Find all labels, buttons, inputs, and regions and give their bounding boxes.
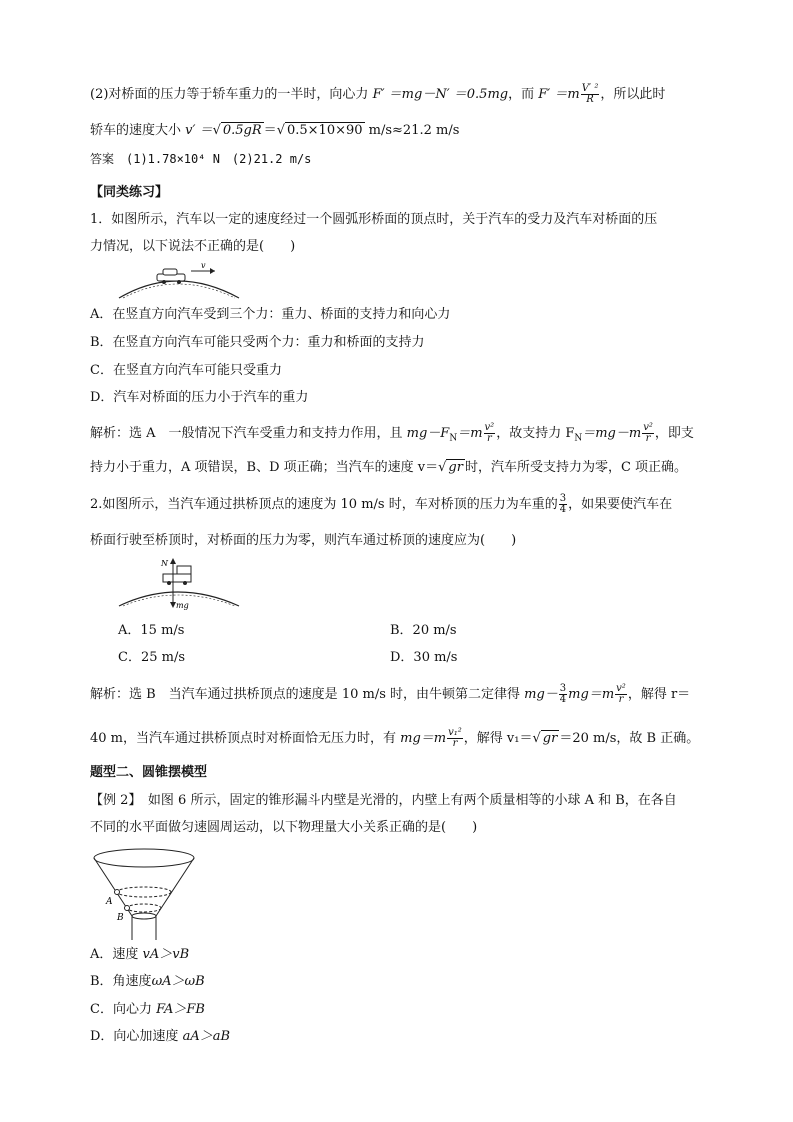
ball-a-label: A bbox=[106, 897, 113, 907]
q1-analysis-2: 持力小于重力，A 项错误，B、D 项正确；当汽车的速度 v＝√ gr 时，汽车所受支持力为零，C 项正确。 bbox=[90, 460, 688, 475]
normal-force-label: N bbox=[161, 559, 168, 568]
example-2-option-d: D．向心加速度 aA＞aB bbox=[90, 1029, 231, 1044]
truck-body bbox=[163, 574, 191, 582]
example-2-option-c: C．向心力 FA＞FB bbox=[90, 1002, 205, 1017]
q2-option-c: C．25 m/s bbox=[118, 650, 185, 665]
q2-option-a: A．15 m/s bbox=[118, 623, 185, 638]
funnel-figure bbox=[88, 846, 198, 944]
funnel-rim bbox=[94, 849, 194, 867]
practice-header: 【同类练习】 bbox=[90, 185, 169, 200]
text: 轿车的速度大小 bbox=[90, 123, 186, 138]
bridge-car-figure bbox=[115, 258, 245, 300]
answer-line: 答案 (1)1.78×10⁴ N (2)21.2 m/s bbox=[90, 152, 312, 166]
orbit-b bbox=[127, 904, 161, 912]
fraction: $\frac{\text{V′ ²}}{R}$ bbox=[581, 83, 599, 105]
formula: F′ ＝mg－N′ ＝0.5mg bbox=[372, 87, 509, 102]
sqrt-expr: 0.5gR bbox=[222, 123, 262, 138]
example-2-stem-2: 不同的水平面做匀速圆周运动，以下物理量大小关系正确的是( ) bbox=[90, 820, 478, 835]
ball-b bbox=[125, 906, 130, 911]
example-2-option-a: A．速度 vA＞vB bbox=[90, 947, 190, 962]
formula: F′ ＝m bbox=[538, 87, 580, 102]
fraction: $\frac{3}{4}$ bbox=[559, 683, 567, 705]
velocity-label: v bbox=[201, 261, 206, 270]
formula: v′ ＝ bbox=[185, 123, 213, 138]
q1-option-b: B．在竖直方向汽车可能只受两个力：重力和桥面的支持力 bbox=[90, 335, 425, 350]
text: (2)对桥面的压力等于轿车重力的一半时，向心力 bbox=[90, 87, 373, 102]
q2-option-b: B．20 m/s bbox=[390, 623, 457, 638]
q2-option-d: D．30 m/s bbox=[390, 650, 458, 665]
q1-option-a: A．在竖直方向汽车受到三个力：重力、桥面的支持力和向心力 bbox=[90, 307, 451, 322]
section-2-title: 题型二、圆锥摆模型 bbox=[90, 765, 208, 780]
text: ＝ bbox=[263, 123, 277, 138]
orbit-a bbox=[117, 887, 171, 897]
q2-stem-1: 2.如图所示，当汽车通过拱桥顶点的速度为 10 m/s 时，车对桥顶的压力为车重的 $\frac{3}{4}$ ，如果要使汽车在 bbox=[90, 493, 673, 515]
q1-analysis-1: 解析：选 A 一般情况下汽车受重力和支持力作用，且 $mg-F_N=m$ $\frac{\text{v²}}{r}$ ，故支持力 $F_N=mg-m$ $\frac{\text{v²}}{r}$ ，即支 bbox=[90, 422, 694, 444]
gravity-label: mg bbox=[176, 601, 189, 610]
fraction: $\frac{\text{v²}}{r}$ bbox=[643, 422, 653, 444]
q2-analysis-1: 解析：选 B 当汽车通过拱桥顶点的速度是 10 m/s 时，由牛顿第二定律得 mg－ $\frac{3}{4}$ mg＝m $\frac{\text{v²}}{r}$ ，解得 r＝ bbox=[90, 683, 691, 705]
example-2-stem-1: 【例 2】 如图 6 所示，固定的锥形漏斗内壁是光滑的，内壁上有两个质量相等的小球 A 和 B，在各自 bbox=[90, 793, 677, 808]
fraction: $\frac{\text{v²}}{r}$ bbox=[484, 422, 495, 444]
q2-analysis-2: 40 m，当汽车通过拱桥顶点时对桥面恰无压力时，有 mg＝m $\frac{\text{v₁²}}{r}$ ，解得 v₁＝√ gr ＝20 m/s，故 B 正确。 bbox=[90, 727, 700, 749]
arch-bridge-figure bbox=[115, 556, 245, 612]
text: ，而 bbox=[508, 87, 539, 102]
ball-a bbox=[115, 890, 120, 895]
q1-stem-1: 1．如图所示，汽车以一定的速度经过一个圆弧形桥面的顶点时，关于汽车的受力及汽车对桥面的压 bbox=[90, 212, 658, 227]
text: ，所以此时 bbox=[600, 87, 666, 102]
text: m/s≈21.2 m/s bbox=[364, 123, 460, 138]
sqrt-expr: 0.5×10×90 bbox=[286, 123, 363, 138]
fraction: $\frac{\text{v₁²}}{r}$ bbox=[448, 727, 462, 749]
ball-b-label: B bbox=[117, 913, 124, 923]
solution-line-2: 轿车的速度大小 v′ ＝√ 0.5gR ＝√ 0.5×10×90 m/s≈21.2 m/s bbox=[90, 123, 460, 138]
q1-option-d: D．汽车对桥面的压力小于汽车的重力 bbox=[90, 390, 309, 405]
solution-line-1 bbox=[90, 84, 665, 105]
q1-option-c: C．在竖直方向汽车可能只受重力 bbox=[90, 363, 282, 378]
example-2-option-b: B．角速度ωA＞ωB bbox=[90, 974, 205, 989]
q1-stem-2: 力情况，以下说法不正确的是( ) bbox=[90, 239, 296, 254]
fraction: $\frac{\text{v²}}{r}$ bbox=[616, 683, 626, 705]
q2-stem-2: 桥面行驶至桥顶时，对桥面的压力为零，则汽车通过桥顶的速度应为( ) bbox=[90, 533, 517, 548]
fraction: $\frac{3}{4}$ bbox=[559, 493, 567, 515]
